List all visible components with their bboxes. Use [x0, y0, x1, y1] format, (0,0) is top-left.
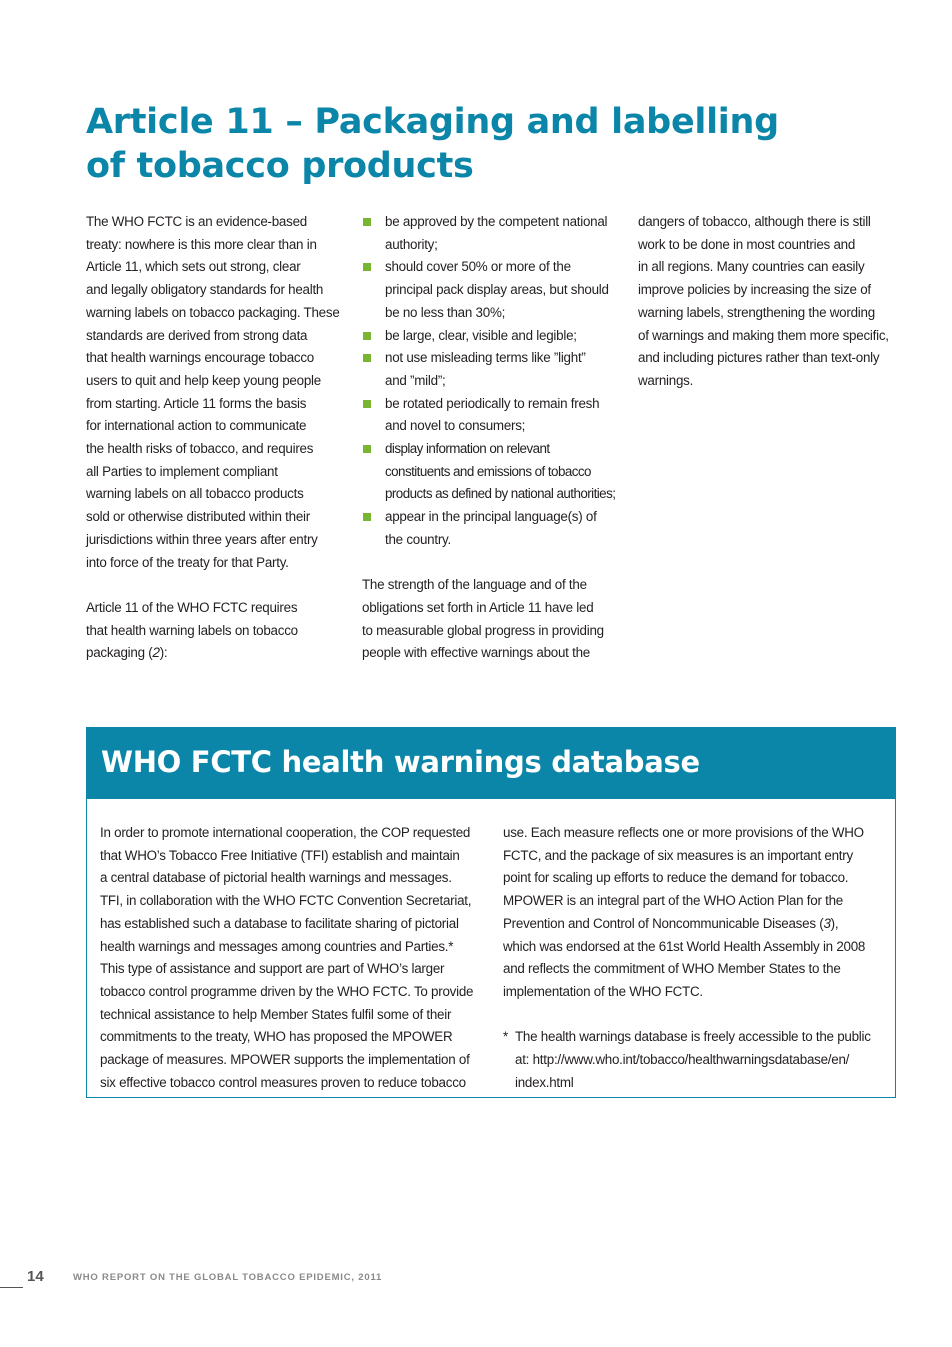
text-line: work to be done in most countries and [638, 236, 856, 252]
text-line: be rotated periodically to remain fresh [385, 395, 600, 411]
text-line: appear in the principal language(s) of [385, 509, 597, 525]
text-line: MPOWER is an integral part of the WHO Action Plan for the [503, 893, 843, 909]
reference-number: 3 [823, 915, 831, 931]
text-line: authority; [385, 236, 438, 252]
list-item [362, 211, 624, 256]
text-line: all Parties to implement compliant [86, 463, 278, 479]
bullet-square-icon [363, 332, 371, 340]
text-line: principal pack display areas, but should [385, 282, 609, 298]
text-fragment: Prevention and Control of Noncommunicable Diseases ( [503, 915, 824, 931]
text-line: and legally obligatory standards for health [86, 282, 324, 298]
text-line: of warnings and making them more specific, [638, 327, 889, 343]
reference-number: 2 [152, 645, 160, 661]
text-fragment: ), [830, 915, 839, 931]
bullet-square-icon [363, 263, 371, 271]
list-item [362, 393, 624, 438]
text-line: to measurable global progress in providing [362, 622, 604, 638]
footnote-asterisk: * [503, 1029, 508, 1045]
bullet-square-icon [363, 218, 371, 226]
text-line: that WHO’s Tobacco Free Initiative (TFI) establish and maintain [100, 847, 460, 863]
progress-paragraph-continued [638, 211, 904, 393]
text-line: a central database of pictorial health warnings and messages. [100, 870, 452, 886]
text-line: products as defined by national authorities; [385, 486, 616, 502]
text-line [86, 642, 348, 665]
footnote [503, 1026, 888, 1094]
footer-rule [0, 1287, 23, 1288]
bullet-square-icon [363, 354, 371, 362]
text-line: treaty: nowhere is this more clear than in [86, 236, 317, 252]
text-line: be approved by the competent national [385, 214, 608, 229]
text-line: The health warnings database is freely accessible to the public [515, 1029, 871, 1045]
text-line: warning labels on all tobacco products [86, 486, 304, 502]
text-line: jurisdictions within three years after entry [86, 531, 318, 547]
text-line: sold or otherwise distributed within their [86, 509, 310, 525]
text-fragment: ): [159, 645, 168, 661]
text-line: be large, clear, visible and legible; [385, 327, 577, 343]
text-line: from starting. Article 11 forms the basis [86, 395, 307, 411]
text-line: warning labels, strengthening the wording [638, 304, 875, 320]
requirements-intro-paragraph [86, 597, 348, 665]
box-column-1 [100, 822, 490, 1094]
running-head: WHO REPORT ON THE GLOBAL TOBACCO EPIDEMIC, 2011 [73, 1272, 383, 1283]
bullet-square-icon [363, 400, 371, 408]
text-line: and reflects the commitment of WHO Member States to the [503, 961, 841, 977]
text-line: Article 11 of the WHO FCTC requires [86, 599, 298, 615]
text-line: should cover 50% or more of the [385, 259, 571, 275]
progress-paragraph [362, 574, 624, 665]
text-line: the health risks of tobacco, and requires [86, 441, 314, 457]
text-line: constituents and emissions of tobacco [385, 463, 591, 479]
text-line: tobacco control programme driven by the WHO FCTC. To provide [100, 983, 474, 999]
text-line: obligations set forth in Article 11 have led [362, 599, 594, 615]
text-line: into force of the treaty for that Party. [86, 554, 289, 570]
text-line: Article 11, which sets out strong, clear [86, 259, 301, 275]
text-line: the country. [385, 531, 451, 547]
title-line-2: of tobacco products [86, 146, 474, 186]
text-line: users to quit and help keep young people [86, 372, 321, 388]
text-line: in all regions. Many countries can easily [638, 259, 865, 275]
article-column-2 [362, 211, 624, 665]
article-title [86, 100, 906, 188]
text-line: has established such a database to facilitate sharing of pictorial [100, 915, 459, 931]
box-title: WHO FCTC health warnings database [101, 745, 700, 779]
text-line: be no less than 30%; [385, 304, 506, 320]
text-line: warnings. [638, 372, 694, 388]
article-column-1 [86, 211, 348, 665]
text-line: not use misleading terms like ”light” [385, 350, 586, 366]
text-line: In order to promote international cooperation, the COP requested [100, 825, 471, 840]
footnote-url-line: at: http://www.who.int/tobacco/healthwarningsdatabase/en/ [515, 1052, 850, 1068]
intro-paragraph [86, 211, 348, 574]
requirements-list [362, 211, 624, 552]
page-number: 14 [27, 1268, 44, 1285]
text-line [503, 913, 888, 936]
text-line: dangers of tobacco, although there is still [638, 214, 871, 229]
text-line: technical assistance to help Member States fulfil some of their [100, 1006, 452, 1022]
text-line: implementation of the WHO FCTC. [503, 983, 703, 999]
text-line: people with effective warnings about the [362, 645, 590, 661]
text-line: that health warnings encourage tobacco [86, 350, 314, 366]
text-line: The strength of the language and of the [362, 577, 587, 593]
title-line-1: Article 11 – Packaging and labelling [86, 102, 779, 142]
text-line: and novel to consumers; [385, 418, 526, 434]
text-line: point for scaling up efforts to reduce the demand for tobacco. [503, 870, 849, 886]
text-line: TFI, in collaboration with the WHO FCTC Convention Secretariat, [100, 893, 472, 909]
text-line: The WHO FCTC is an evidence-based [86, 214, 307, 229]
text-line: This type of assistance and support are part of WHO’s larger [100, 961, 445, 977]
box-column-2 [503, 822, 888, 1094]
text-line: that health warning labels on tobacco [86, 622, 298, 638]
database-info-box [86, 727, 896, 1098]
text-line: use. Each measure reflects one or more provisions of the WHO [503, 825, 864, 840]
text-line: six effective tobacco control measures proven to reduce tobacco [100, 1074, 466, 1090]
box-header [87, 728, 895, 799]
text-line: warning labels on tobacco packaging. These [86, 304, 340, 320]
text-line: improve policies by increasing the size of [638, 282, 871, 298]
text-line: for international action to communicate [86, 418, 307, 434]
text-line: standards are derived from strong data [86, 327, 308, 343]
list-item [362, 325, 624, 348]
text-fragment: packaging ( [86, 645, 153, 661]
list-item [362, 347, 624, 392]
text-line: commitments to the treaty, WHO has proposed the MPOWER [100, 1029, 453, 1045]
list-item [362, 438, 624, 506]
text-line: and ”mild”; [385, 372, 446, 388]
text-line: which was endorsed at the 61st World Health Assembly in 2008 [503, 938, 866, 954]
bullet-square-icon [363, 513, 371, 521]
text-line: health warnings and messages among countries and Parties.* [100, 938, 454, 954]
text-line: package of measures. MPOWER supports the implementation of [100, 1052, 470, 1068]
article-column-3 [638, 211, 904, 393]
page-footer [0, 1268, 600, 1290]
footnote-url-line: index.html [515, 1074, 574, 1090]
list-item [362, 256, 624, 324]
text-line: FCTC, and the package of six measures is an important entry [503, 847, 853, 863]
list-item [362, 506, 624, 551]
text-line: and including pictures rather than text-only [638, 350, 880, 366]
text-line: display information on relevant [385, 441, 550, 457]
bullet-square-icon [363, 445, 371, 453]
